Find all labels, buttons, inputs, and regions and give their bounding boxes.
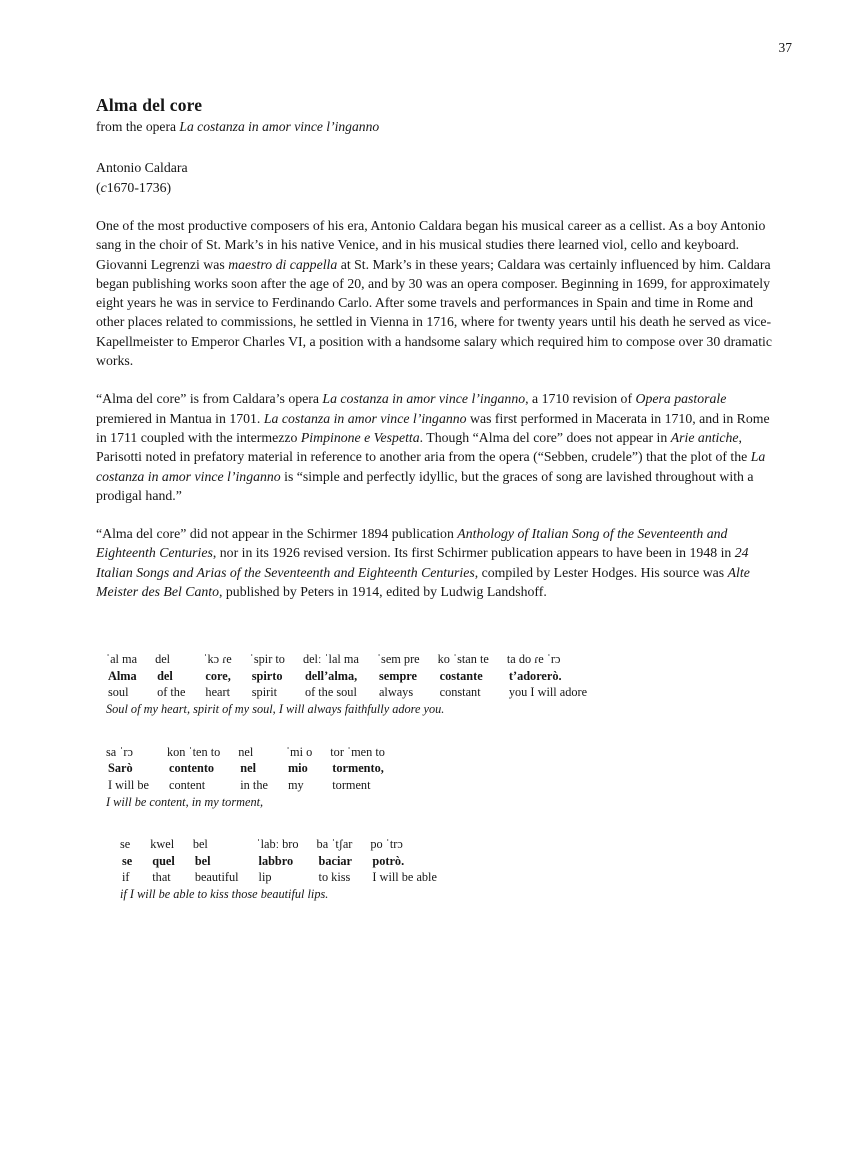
english-gloss: that xyxy=(152,870,171,885)
text-run: , published by Peters in 1914, edited by Ludwig Landshoff. xyxy=(219,584,547,600)
text-run: . Though “Alma del core” does not appear in xyxy=(419,429,671,445)
text-run: , compiled by Lester Hodges. His source was xyxy=(474,564,728,580)
ipa-transcription: del xyxy=(155,652,171,667)
ipa-transcription: ta do ɾe ˈrɔ xyxy=(506,652,561,667)
ipa-word-column xyxy=(370,836,437,886)
ipa-word-column xyxy=(286,744,312,794)
ipa-transcription: nel xyxy=(238,744,254,759)
italian-word: bel xyxy=(194,853,211,868)
text-run: premiered in Mantua in 1701. xyxy=(96,410,264,426)
ipa-transcription: ba ˈtʃar xyxy=(316,837,353,852)
ipa-word-column xyxy=(150,836,175,886)
ipa-transcription: ˈkɔ ɾe xyxy=(203,652,232,667)
ipa-word-column xyxy=(330,744,385,794)
ipa-section xyxy=(106,651,772,903)
song-subtitle xyxy=(96,119,772,135)
ipa-transcription: ˈlabː bro xyxy=(256,837,299,852)
ipa-word-column xyxy=(106,651,137,701)
english-gloss: torment xyxy=(332,777,371,792)
italic-text-run: c xyxy=(100,179,107,195)
english-gloss: content xyxy=(168,777,206,792)
ipa-word-column xyxy=(317,836,353,886)
body-paragraph-1 xyxy=(96,216,772,370)
italic-text-run: Arie antiche xyxy=(670,429,739,445)
ipa-transcription: delː ˈlal ma xyxy=(302,652,359,667)
english-gloss: in the xyxy=(240,777,268,792)
text-run: was first performed in Macerata in 1710, and in Rome in 1711 coupled with the intermezzo xyxy=(96,410,770,445)
english-gloss: constant xyxy=(439,685,481,700)
english-gloss: beautiful xyxy=(194,870,239,885)
ipa-transcription: bel xyxy=(192,837,208,852)
text-run: 1670-1736) xyxy=(106,179,172,195)
text-run: “Alma del core” did not appear in the Schirmer 1894 publication xyxy=(96,526,458,542)
english-gloss: heart xyxy=(205,685,230,700)
body-paragraph-3 xyxy=(96,524,772,601)
text-run: at St. Mark’s in these years; Caldara was certainly influenced by him. Caldara began publishing works soon after the age of 20, and by 30 was an opera composer. Beginning in 1699, for approximately eight years he was in service to Ferdinando Carlo. After some travels and performances in Spain and time in Rome and other places related to commissions, he settled in Vienna in 1716, where for twenty years until his death he served as vice-Kapellmeister to Emperor Charles VI, a position with a handsome salary which required him to compose over 30 dramatic works. xyxy=(96,256,772,369)
english-gloss: soul xyxy=(108,685,129,700)
italian-word: core, xyxy=(205,668,231,683)
ipa-word-column xyxy=(238,744,268,794)
italic-text-run: maestro di cappella xyxy=(228,256,338,272)
ipa-word-column xyxy=(167,744,220,794)
composer-block xyxy=(96,158,772,197)
page-number: 37 xyxy=(778,40,792,55)
english-gloss: to kiss xyxy=(318,870,351,885)
text-run: is “simple and perfectly idyllic, but the graces of song are lavished throughout with a prodigal hand.” xyxy=(96,468,754,503)
italic-text-run: La costanza in amor vince l’inganno xyxy=(263,410,467,426)
english-gloss: of the xyxy=(157,685,186,700)
ipa-word-column xyxy=(106,744,149,794)
ipa-block xyxy=(106,651,772,718)
italic-text-run: 24 Italian Songs and Arias of the Seventeenth and Eighteenth Centuries xyxy=(96,545,749,580)
italian-word: spirto xyxy=(251,668,283,683)
ipa-word-column xyxy=(193,836,239,886)
italian-word: Sarò xyxy=(108,761,133,776)
song-title: Alma del core xyxy=(96,95,203,115)
ipa-word-column xyxy=(507,651,587,701)
italian-word: se xyxy=(122,853,133,868)
italian-word: Alma xyxy=(108,668,137,683)
ipa-block xyxy=(120,836,772,903)
ipa-transcription: ˈspir to xyxy=(249,652,285,667)
italian-word: del xyxy=(157,668,173,683)
english-gloss: I will be able xyxy=(372,870,437,885)
ipa-transcription: kwel xyxy=(150,837,175,852)
ipa-word-row xyxy=(120,836,772,886)
ipa-transcription: ˈsem pre xyxy=(376,652,420,667)
italic-text-run: Alte Meister des Bel Canto xyxy=(96,564,750,600)
english-gloss: lip xyxy=(258,870,272,885)
ipa-transcription: po ˈtrɔ xyxy=(370,837,403,852)
italic-text-run: Pimpinone e Vespetta xyxy=(300,429,420,445)
english-gloss: I will be xyxy=(108,777,149,792)
italian-word: baciar xyxy=(318,853,353,868)
italian-word: contento xyxy=(168,761,215,776)
ipa-word-column xyxy=(250,651,285,701)
english-gloss: you I will adore xyxy=(508,685,588,700)
italian-word: t’adorerò. xyxy=(508,668,562,683)
italian-word: dell’alma, xyxy=(304,668,358,683)
italian-word: nel xyxy=(240,761,256,776)
english-gloss: of the soul xyxy=(304,685,357,700)
ipa-transcription: tor ˈmen to xyxy=(330,744,385,759)
text-run: One of the most productive composers of his era, Antonio Caldara began his musical career as a cellist. As a boy Antonio sang in the choir of St. Mark’s in his native Venice, and in his musical studies there learned viol, cello and keyboard. Giovanni Legrenzi was xyxy=(96,218,766,272)
ipa-transcription: kon ˈten to xyxy=(166,744,221,759)
ipa-word-row xyxy=(106,651,772,701)
english-gloss: always xyxy=(378,685,414,700)
translation-line: Soul of my heart, spirit of my soul, I will always faithfully adore you. xyxy=(106,702,445,717)
ipa-word-column xyxy=(438,651,489,701)
ipa-word-column xyxy=(257,836,299,886)
english-gloss: if xyxy=(122,870,130,885)
italian-word: potrò. xyxy=(372,853,405,868)
text-run: ( xyxy=(96,179,101,195)
ipa-transcription: ˈmi o xyxy=(285,744,313,759)
ipa-word-row xyxy=(106,744,772,794)
text-run: , a 1710 revision of xyxy=(525,391,636,407)
italic-text-run: La costanza in amor vince l’inganno xyxy=(179,119,380,134)
italian-word: tormento, xyxy=(332,761,384,776)
composer-name: Antonio Caldara xyxy=(96,160,188,175)
italian-word: labbro xyxy=(258,853,294,868)
ipa-word-column xyxy=(155,651,185,701)
english-gloss: spirit xyxy=(251,685,278,700)
text-run: , Parisotti noted in prefatory material in reference to another aria from the opera (“Sebben, crudele”) that the plot of the xyxy=(96,429,751,465)
ipa-word-column xyxy=(377,651,420,701)
ipa-transcription: ˈal ma xyxy=(106,652,138,667)
body-paragraph-2 xyxy=(96,389,772,505)
italian-word: quel xyxy=(152,853,175,868)
text-run: from the opera xyxy=(96,119,180,134)
italic-text-run: La costanza in amor vince l’inganno xyxy=(322,391,526,407)
composer-dates xyxy=(96,178,772,198)
ipa-word-column xyxy=(203,651,231,701)
ipa-transcription: ko ˈstan te xyxy=(437,652,489,667)
italic-text-run: La costanza in amor vince l’inganno xyxy=(96,449,766,484)
translation-line: I will be content, in my torment, xyxy=(106,794,264,809)
italian-word: sempre xyxy=(378,668,417,683)
translation-line: if I will be able to kiss those beautiful lips. xyxy=(120,887,329,902)
italian-word: costante xyxy=(439,668,483,683)
ipa-word-column xyxy=(120,836,132,886)
italic-text-run: Opera pastorale xyxy=(635,391,727,407)
ipa-word-column xyxy=(303,651,359,701)
ipa-block xyxy=(106,744,772,811)
english-gloss: my xyxy=(287,777,304,792)
italic-text-run: Anthology of Italian Song of the Seventeenth and Eighteenth Centuries xyxy=(96,526,728,561)
ipa-transcription: sa ˈrɔ xyxy=(106,744,133,759)
italian-word: mio xyxy=(287,761,308,776)
text-run: , nor in its 1926 revised version. Its first Schirmer publication appears to have been in 1948 in xyxy=(212,545,735,561)
text-run: “Alma del core” is from Caldara’s opera xyxy=(96,391,323,407)
ipa-transcription: se xyxy=(120,837,131,852)
